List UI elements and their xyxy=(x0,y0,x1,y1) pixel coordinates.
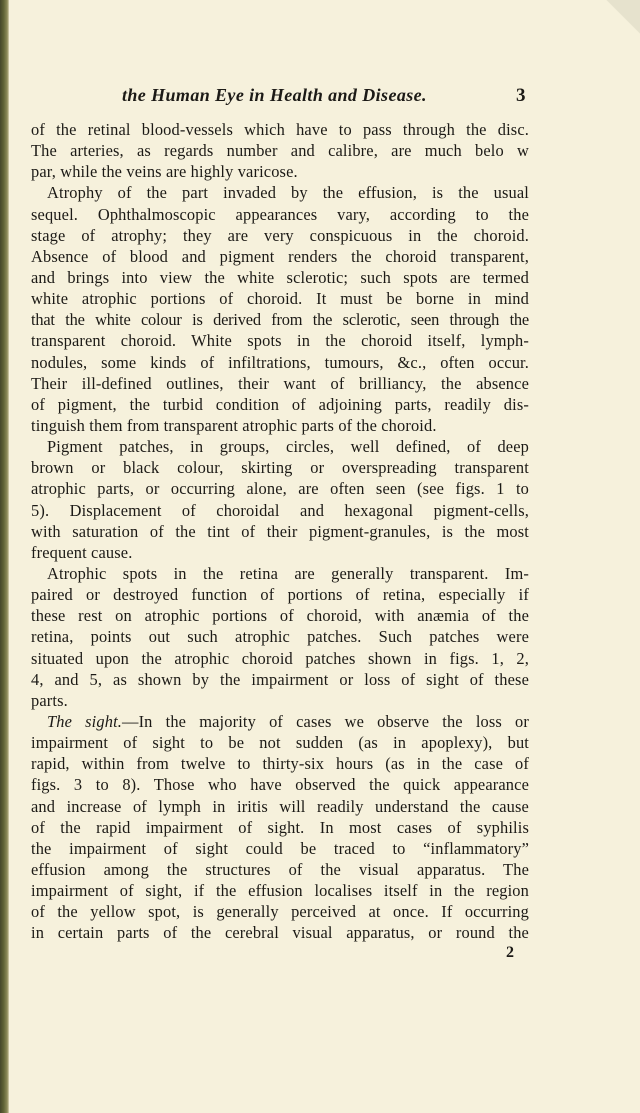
text-line: rapid, within from twelve to thirty-six hours (as in the case of xyxy=(31,754,529,774)
text-line: situated upon the atrophic choroid patches shown in figs. 1, 2, xyxy=(31,648,529,668)
signature-mark: 2 xyxy=(506,944,514,961)
text-line: effusion among the structures of the visual apparatus. The xyxy=(31,859,529,879)
text-line: stage of atrophy; they are very conspicuous in the choroid. xyxy=(31,225,529,245)
text-line: these rest on atrophic portions of choroid, with anæmia of the xyxy=(31,606,529,626)
running-head-title: the Human Eye in Health and Disease. xyxy=(122,85,427,105)
text-line: figs. 3 to 8). Those who have observed the quick appearance xyxy=(31,775,529,795)
text-line: and increase of lymph in iritis will readily understand the cause xyxy=(31,796,529,816)
text-line: atrophic parts, or occurring alone, are often seen (see figs. 1 to xyxy=(31,479,529,499)
body-text xyxy=(31,119,529,943)
text-line: The arteries, as regards number and calibre, are much belo w xyxy=(31,141,529,161)
text-line: parts. xyxy=(31,690,68,710)
text-line: transparent choroid. White spots in the choroid itself, lymph- xyxy=(31,331,529,351)
text-line-with-heading xyxy=(31,711,529,732)
text-line: brown or black colour, skirting or overspreading transparent xyxy=(31,458,529,478)
text-line: 5). Displacement of choroidal and hexagonal pigment-cells, xyxy=(31,500,529,520)
book-spine-edge xyxy=(0,0,9,1113)
text-line: 4, and 5, as shown by the impairment or loss of sight of these xyxy=(31,669,529,689)
text-line: of the rapid impairment of sight. In most cases of syphilis xyxy=(31,817,529,837)
text-line: in certain parts of the cerebral visual apparatus, or round the xyxy=(31,923,529,943)
page-corner-fold xyxy=(580,0,640,50)
text-line-rest: —In the majority of cases we observe the loss or xyxy=(122,711,529,731)
text-line: white atrophic portions of choroid. It must be borne in mind xyxy=(31,289,529,309)
text-line: with saturation of the tint of their pigment-granules, is the most xyxy=(31,521,529,541)
text-line: the impairment of sight could be traced to “inflammatory” xyxy=(31,838,529,858)
text-line: Absence of blood and pigment renders the choroid transparent, xyxy=(31,246,529,266)
text-line: Their ill-defined outlines, their want of brilliancy, the absence xyxy=(31,373,529,393)
text-line: Pigment patches, in groups, circles, well defined, of deep xyxy=(47,437,529,457)
text-line: of pigment, the turbid condition of adjoining parts, readily dis- xyxy=(31,394,529,414)
text-line: that the white colour is derived from the sclerotic, seen through the xyxy=(31,310,529,330)
text-line: Atrophy of the part invaded by the effusion, is the usual xyxy=(47,183,529,203)
text-line: impairment of sight, if the effusion localises itself in the region xyxy=(31,881,529,901)
text-line: sequel. Ophthalmoscopic appearances vary, according to the xyxy=(31,204,529,224)
text-line: retina, points out such atrophic patches. Such patches were xyxy=(31,627,529,647)
text-line: and brings into view the white sclerotic; such spots are termed xyxy=(31,267,529,287)
page-number: 3 xyxy=(516,85,526,106)
text-line: Atrophic spots in the retina are generally transparent. Im- xyxy=(47,563,529,583)
text-line: of the yellow spot, is generally perceived at once. If occurring xyxy=(31,902,529,922)
text-line: nodules, some kinds of infiltrations, tumours, &c., often occur. xyxy=(31,352,529,372)
text-line: of the retinal blood-vessels which have to pass through the disc. xyxy=(31,120,529,139)
text-line: frequent cause. xyxy=(31,542,133,562)
text-line: impairment of sight to be not sudden (as in apoplexy), but xyxy=(31,733,529,753)
text-line: tinguish them from transparent atrophic parts of the choroid. xyxy=(31,415,437,435)
section-lead-heading: The sight. xyxy=(47,711,123,731)
text-line: paired or destroyed function of portions of retina, especially if xyxy=(31,585,529,605)
text-line: par, while the veins are highly varicose. xyxy=(31,162,298,182)
